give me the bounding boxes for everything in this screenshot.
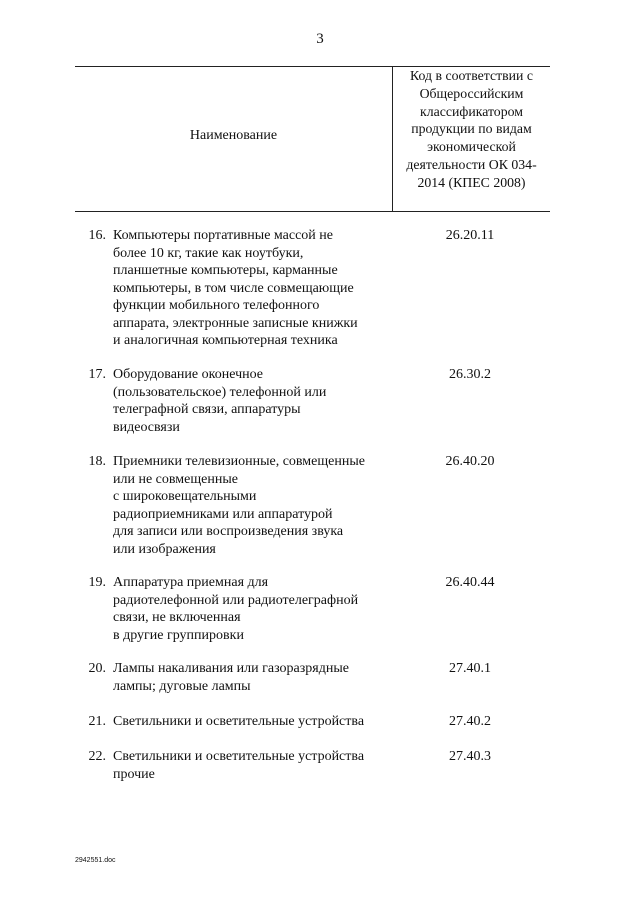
row-code: 26.20.11 — [445, 228, 495, 243]
row-number: 21. — [88, 714, 106, 729]
row-name: Приемники телевизионные, совмещенные или не совмещенные с широковещательными радиоприемниками или аппаратурой для записи или воспроизведения звука или изображения — [113, 454, 365, 557]
row-name: Оборудование оконечное (пользовательское) телефонной или телеграфной связи, аппаратуры видеосвязи — [113, 367, 327, 435]
column-header-name: Наименование — [189, 128, 278, 143]
page-number: 3 — [316, 31, 324, 47]
row-code: 26.30.2 — [449, 367, 491, 382]
row-code: 26.40.20 — [445, 454, 495, 469]
row-number: 18. — [88, 454, 106, 469]
row-code: 27.40.1 — [449, 661, 491, 676]
row-name: Аппаратура приемная для радиотелефонной или радиотелеграфной связи, не включенная в другие группировки — [113, 575, 359, 643]
row-code: 26.40.44 — [445, 575, 495, 590]
row-number: 22. — [88, 749, 106, 764]
row-name: Компьютеры портативные массой не более 10 кг, такие как ноутбуки, планшетные компьютеры, карманные компьютеры, в том числе совмещающие функции мобильного телефонного аппарата, электронные записные книжки и аналогичная компьютерная техника — [113, 228, 358, 348]
row-name: Лампы накаливания или газоразрядные лампы; дуговые лампы — [113, 661, 349, 694]
row-number: 17. — [88, 367, 106, 382]
row-name: Светильники и осветительные устройства прочие — [113, 749, 365, 782]
row-number: 16. — [88, 228, 106, 243]
row-code: 27.40.2 — [449, 714, 491, 729]
row-name: Светильники и осветительные устройства — [113, 714, 365, 729]
column-header-code: Код в соответствии с Общероссийским классификатором продукции по видам экономической деятельности ОК 034-2014 (КПЕС 2008) — [406, 68, 537, 190]
row-number: 19. — [88, 575, 106, 590]
row-code: 27.40.3 — [449, 749, 491, 764]
footer-file-name: 2942551.doc — [75, 857, 116, 864]
row-number: 20. — [88, 661, 106, 676]
table-header-bottom-rule — [75, 211, 550, 212]
